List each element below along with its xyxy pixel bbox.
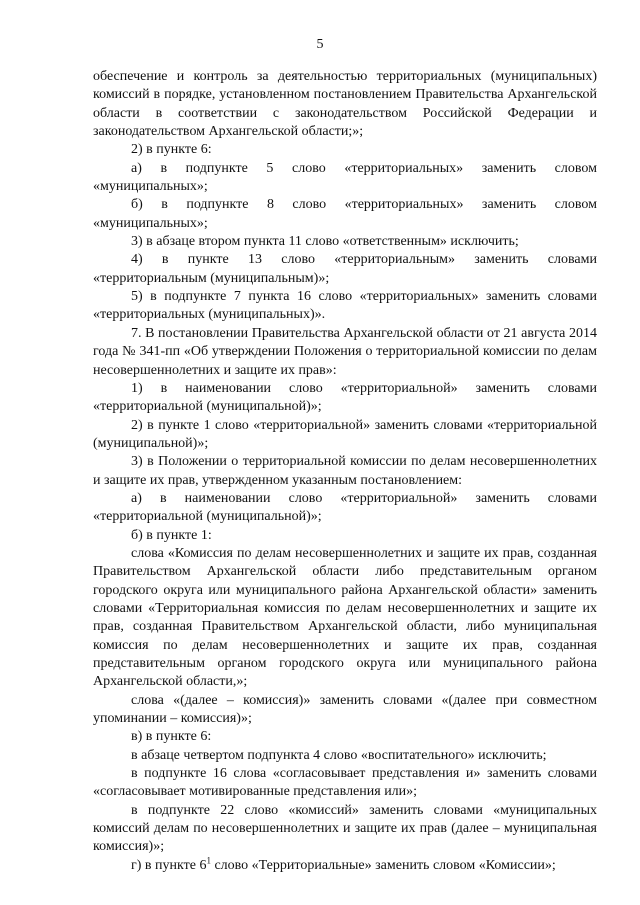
paragraph: б) в пункте 1: <box>131 527 212 543</box>
page-number: 5 <box>316 37 324 52</box>
paragraph: а) в наименовании слово «территориальной» заменить словами «территориальной (муниципальной)»; <box>93 490 597 525</box>
last-paragraph-end: слово «Территориальные» заменить словом «Комиссии»; <box>210 857 556 873</box>
paragraph: в) в пункте 6: <box>131 729 212 745</box>
paragraph: в абзаце четвертом подпункта 4 слово «воспитательного» исключить; <box>131 747 547 763</box>
paragraph: обеспечение и контроль за деятельностью территориальных (муниципальных) комиссий в порядке, установленном постановлением Правительства Архангельской области в соответствии с законодательством Российской Федерации и законодательством Архангельской области;»; <box>93 69 597 140</box>
last-paragraph-start: г) в пункте 6 <box>131 857 207 873</box>
paragraph: б) в подпункте 8 слово «территориальных» заменить словом «муниципальных»; <box>93 197 597 231</box>
paragraph: слова «(далее – комиссия)» заменить словами «(далее при совместном упоминании – комиссия)»; <box>93 692 597 727</box>
paragraph: а) в подпункте 5 слово «территориальных» заменить словом «муниципальных»; <box>93 160 597 195</box>
paragraph: 5) в подпункте 7 пункта 16 слово «территориальных» заменить словами «территориальных (муниципальных)». <box>93 289 597 323</box>
document-body <box>93 68 597 875</box>
superscript-number: 1 <box>206 855 211 866</box>
paragraph: в подпункте 22 слово «комиссий» заменить словами «муниципальных комиссий делам по несовершеннолетних и защите их прав (далее – муниципальная комиссия)»; <box>93 802 597 855</box>
paragraph: 7. В постановлении Правительства Архангельской области от 21 августа 2014 года № 341-пп «Об утверждении Положения о территориальной комиссии по делам несовершеннолетних и защите их прав»: <box>93 325 597 378</box>
paragraph: 2) в пункте 6: <box>131 142 212 158</box>
paragraph: 1) в наименовании слово «территориальной» заменить словами «территориальной (муниципальной)»; <box>93 380 597 415</box>
paragraph: 2) в пункте 1 слово «территориальной» заменить словами «территориальной (муниципальной)»; <box>93 417 597 451</box>
paragraph: в подпункте 16 слова «согласовывает представления и» заменить словами «согласовывает мотивированные представления или»; <box>93 766 597 800</box>
paragraph: 3) в Положении о территориальной комиссии по делам несовершеннолетних и защите их прав, утвержденном указанным постановлением: <box>93 454 597 488</box>
last-paragraph <box>93 857 597 875</box>
paragraph: слова «Комиссия по делам несовершеннолетних и защите их прав, созданная Правительством Архангельской области либо представительным органом городского округа или муниципального района Архангельской области» заменить словами «Территориальная комиссия по делам несовершеннолетних и защите их прав, созданная Правительством Архангельской области, либо муниципальная комиссия по делам несовершеннолетних и защите их прав, созданная представительным органом городского округа или муниципального района Архангельской области,»; <box>93 545 597 690</box>
paragraph: 3) в абзаце втором пункта 11 слово «ответственным» исключить; <box>131 234 519 250</box>
paragraph: 4) в пункте 13 слово «территориальным» заменить словами «территориальным (муниципальным)»; <box>93 252 597 286</box>
